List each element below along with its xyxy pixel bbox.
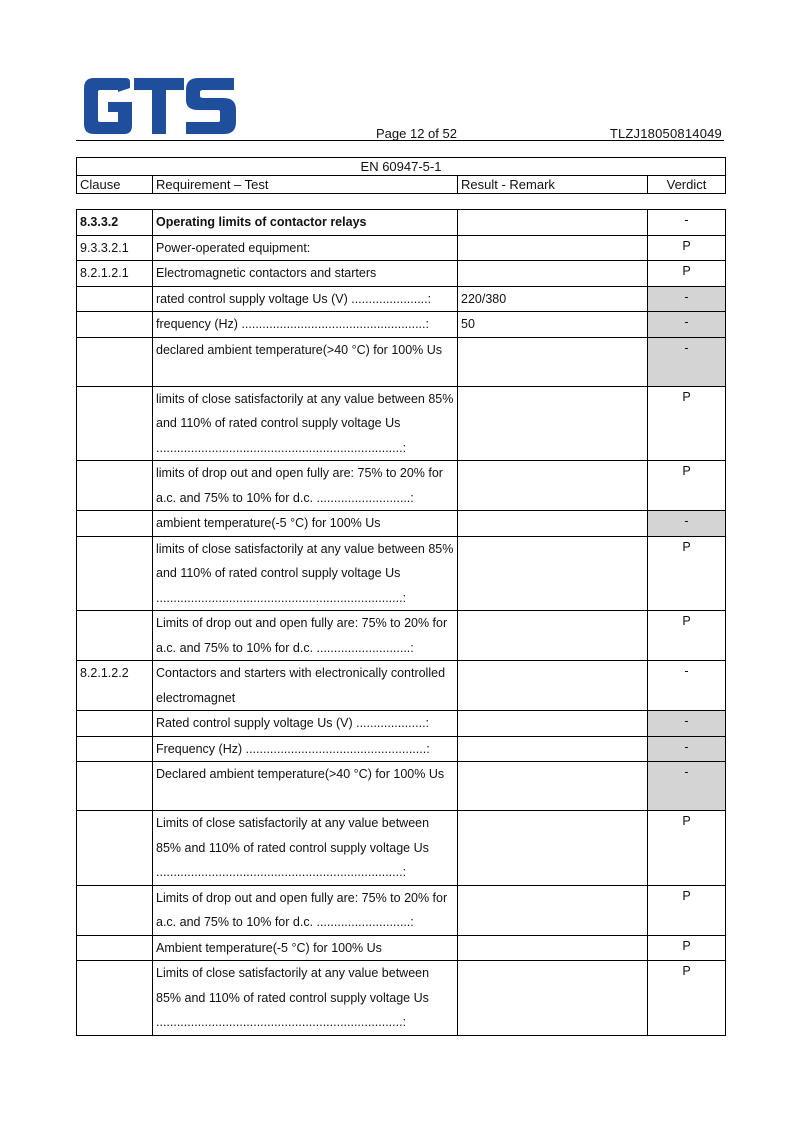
requirement-cell: Ambient temperature(-5 °C) for 100% Us <box>153 935 458 961</box>
requirement-cell: Declared ambient temperature(>40 °C) for 100% Us <box>153 762 458 811</box>
requirement-cell: Limits of drop out and open fully are: 75% to 20% for a.c. and 75% to 10% for d.c. ...........................: <box>153 611 458 661</box>
gts-logo <box>84 78 236 134</box>
col-verdict-header: Verdict <box>648 176 726 194</box>
table-row <box>77 461 726 511</box>
clause-cell <box>77 811 153 886</box>
table-row <box>77 337 726 386</box>
requirement-cell: Power-operated equipment: <box>153 235 458 261</box>
result-cell <box>458 885 648 935</box>
clause-cell <box>77 536 153 611</box>
verdict-cell: P <box>648 811 726 886</box>
standard-title: EN 60947-5-1 <box>77 158 726 176</box>
clause-cell <box>77 286 153 312</box>
clause-cell <box>77 935 153 961</box>
table-row <box>77 736 726 762</box>
table-row <box>77 210 726 236</box>
table-row <box>77 312 726 338</box>
clause-cell <box>77 511 153 537</box>
table-row <box>77 885 726 935</box>
requirement-cell: Limits of close satisfactorily at any value between 85% and 110% of rated control supply voltage Us .......................................................................: <box>153 961 458 1036</box>
table-row <box>77 811 726 886</box>
clause-cell <box>77 736 153 762</box>
requirement-cell: rated control supply voltage Us (V) ......................: <box>153 286 458 312</box>
result-cell <box>458 461 648 511</box>
clause-cell <box>77 386 153 461</box>
result-cell <box>458 261 648 287</box>
clause-cell: 8.3.3.2 <box>77 210 153 236</box>
requirement-cell: limits of close satisfactorily at any value between 85% and 110% of rated control supply voltage Us .......................................................................: <box>153 536 458 611</box>
result-cell <box>458 210 648 236</box>
verdict-cell: - <box>648 736 726 762</box>
requirement-cell: Electromagnetic contactors and starters <box>153 261 458 287</box>
result-cell <box>458 337 648 386</box>
verdict-cell: P <box>648 386 726 461</box>
table-row <box>77 536 726 611</box>
clause-cell <box>77 611 153 661</box>
clause-cell: 8.2.1.2.2 <box>77 661 153 711</box>
requirement-cell: Frequency (Hz) ....................................................: <box>153 736 458 762</box>
result-cell <box>458 511 648 537</box>
result-cell <box>458 235 648 261</box>
requirement-cell: limits of drop out and open fully are: 75% to 20% for a.c. and 75% to 10% for d.c. ...........................: <box>153 461 458 511</box>
verdict-cell: - <box>648 711 726 737</box>
verdict-cell: P <box>648 611 726 661</box>
result-cell <box>458 736 648 762</box>
verdict-cell: - <box>648 337 726 386</box>
table-row <box>77 286 726 312</box>
result-cell <box>458 711 648 737</box>
header-divider <box>76 140 724 141</box>
table-row <box>77 386 726 461</box>
verdict-cell: - <box>648 286 726 312</box>
page-number: Page 12 of 52 <box>376 126 457 141</box>
verdict-cell: - <box>648 762 726 811</box>
clause-cell <box>77 961 153 1036</box>
verdict-cell: P <box>648 961 726 1036</box>
requirement-cell: ambient temperature(-5 °C) for 100% Us <box>153 511 458 537</box>
verdict-cell: P <box>648 536 726 611</box>
result-cell <box>458 961 648 1036</box>
result-cell <box>458 762 648 811</box>
requirement-cell: Limits of close satisfactorily at any value between 85% and 110% of rated control supply voltage Us .......................................................................: <box>153 811 458 886</box>
verdict-cell: P <box>648 935 726 961</box>
table-row <box>77 611 726 661</box>
clause-cell <box>77 885 153 935</box>
clause-cell <box>77 762 153 811</box>
result-cell <box>458 661 648 711</box>
table-row <box>77 711 726 737</box>
result-cell <box>458 935 648 961</box>
verdict-cell: P <box>648 461 726 511</box>
verdict-cell: P <box>648 261 726 287</box>
result-cell <box>458 611 648 661</box>
clause-cell: 8.2.1.2.1 <box>77 261 153 287</box>
requirement-cell: declared ambient temperature(>40 °C) for 100% Us <box>153 337 458 386</box>
clause-table <box>76 209 726 1036</box>
verdict-cell: P <box>648 885 726 935</box>
requirement-cell: Limits of drop out and open fully are: 75% to 20% for a.c. and 75% to 10% for d.c. ...........................: <box>153 885 458 935</box>
verdict-cell: - <box>648 661 726 711</box>
col-requirement-header: Requirement – Test <box>153 176 458 194</box>
requirement-cell: frequency (Hz) .....................................................: <box>153 312 458 338</box>
table-row <box>77 235 726 261</box>
table-row <box>77 762 726 811</box>
result-cell <box>458 536 648 611</box>
requirement-cell: Contactors and starters with electronically controlled electromagnet <box>153 661 458 711</box>
col-clause-header: Clause <box>77 176 153 194</box>
clause-cell <box>77 711 153 737</box>
standard-header-table <box>76 157 726 194</box>
result-cell <box>458 811 648 886</box>
table-row <box>77 261 726 287</box>
verdict-cell: - <box>648 511 726 537</box>
result-cell: 220/380 <box>458 286 648 312</box>
requirement-cell: Rated control supply voltage Us (V) ....................: <box>153 711 458 737</box>
clause-cell <box>77 337 153 386</box>
table-row <box>77 661 726 711</box>
requirement-cell: Operating limits of contactor relays <box>153 210 458 236</box>
result-cell: 50 <box>458 312 648 338</box>
verdict-cell: P <box>648 235 726 261</box>
verdict-cell: - <box>648 210 726 236</box>
clause-cell: 9.3.3.2.1 <box>77 235 153 261</box>
table-row <box>77 935 726 961</box>
report-number: TLZJ18050814049 <box>609 126 722 141</box>
table-row <box>77 961 726 1036</box>
result-cell <box>458 386 648 461</box>
clause-cell <box>77 312 153 338</box>
table-row <box>77 511 726 537</box>
col-result-header: Result - Remark <box>458 176 648 194</box>
verdict-cell: - <box>648 312 726 338</box>
requirement-cell: limits of close satisfactorily at any value between 85% and 110% of rated control supply voltage Us .......................................................................: <box>153 386 458 461</box>
clause-cell <box>77 461 153 511</box>
